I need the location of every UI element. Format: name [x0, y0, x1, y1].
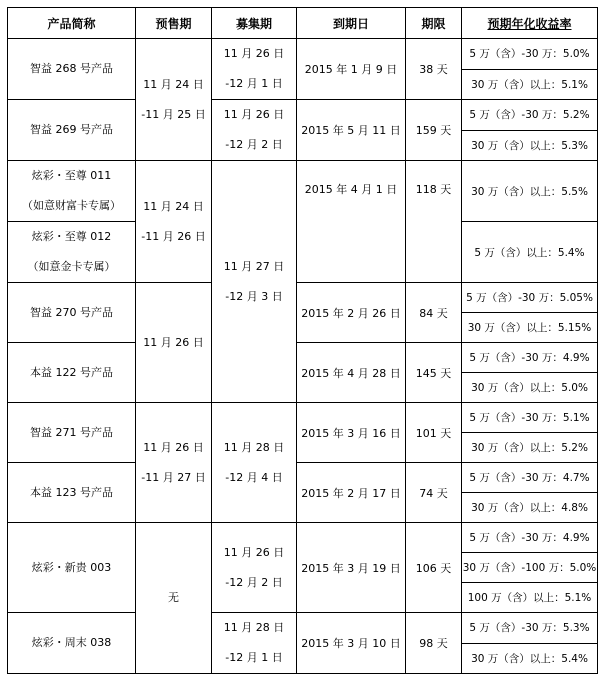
yield-rate: 5 万（含）-30 万：5.3%	[462, 613, 598, 644]
table-row	[8, 283, 598, 313]
header-raise: 募集期	[212, 8, 297, 39]
yield-rate: 30 万（含）以上：5.3%	[462, 130, 598, 161]
product-name: 智益 269 号产品	[8, 100, 136, 161]
raise-period: 11 月 28 日 -12 月 4 日	[212, 403, 297, 523]
maturity-date: 2015 年 2 月 17 日	[297, 463, 406, 523]
presale-period: 11 月 24 日 -11 月 26 日	[136, 161, 212, 283]
table-row	[8, 343, 598, 373]
yield-rate: 5 万（含）-30 万：4.7%	[462, 463, 598, 493]
yield-rate: 5 万（含）-30 万：4.9%	[462, 343, 598, 373]
term: 118 天	[406, 161, 462, 283]
yield-rate: 30 万（含）以上：4.8%	[462, 493, 598, 523]
header-product: 产品简称	[8, 8, 136, 39]
yield-rate: 30 万（含）以上：5.5%	[462, 161, 598, 222]
product-name: 智益 270 号产品	[8, 283, 136, 343]
header-presale: 预售期	[136, 8, 212, 39]
header-row	[8, 8, 598, 39]
yield-rate: 5 万（含）-30 万：5.2%	[462, 100, 598, 131]
term: 98 天	[406, 613, 462, 674]
table-row	[8, 463, 598, 493]
maturity-date: 2015 年 3 月 19 日	[297, 523, 406, 613]
product-name: 炫彩・新贵 003	[8, 523, 136, 613]
yield-rate: 5 万（含）-30 万：5.0%	[462, 39, 598, 70]
product-table	[7, 7, 598, 674]
maturity-date: 2015 年 3 月 10 日	[297, 613, 406, 674]
product-name: 炫彩・至尊 011 （如意财富卡专属）	[8, 161, 136, 222]
term: 101 天	[406, 403, 462, 463]
yield-rate: 5 万（含）-30 万：5.05%	[462, 283, 598, 313]
presale-period: 无	[136, 523, 212, 674]
product-name: 智益 268 号产品	[8, 39, 136, 100]
header-maturity: 到期日	[297, 8, 406, 39]
product-name: 本益 122 号产品	[8, 343, 136, 403]
raise-period: 11 月 28 日 -12 月 1 日	[212, 613, 297, 674]
header-yield: 预期年化收益率	[462, 8, 598, 39]
product-name: 炫彩・至尊 012 （如意金卡专属）	[8, 222, 136, 283]
raise-period: 11 月 26 日 -12 月 2 日	[212, 523, 297, 613]
product-name: 本益 123 号产品	[8, 463, 136, 523]
header-term: 期限	[406, 8, 462, 39]
term: 145 天	[406, 343, 462, 403]
yield-rate: 30 万（含）以上：5.1%	[462, 69, 598, 100]
yield-rate: 100 万（含）以上：5.1%	[462, 583, 598, 613]
raise-period: 11 月 27 日 -12 月 3 日	[212, 161, 297, 403]
presale-period: 11 月 26 日	[136, 283, 212, 403]
yield-rate: 30 万（含）以上：5.15%	[462, 313, 598, 343]
yield-rate: 30 万（含）以上：5.4%	[462, 643, 598, 674]
maturity-date: 2015 年 2 月 26 日	[297, 283, 406, 343]
term: 38 天	[406, 39, 462, 100]
table-row	[8, 613, 598, 644]
yield-rate: 30 万（含）以上：5.0%	[462, 373, 598, 403]
term: 106 天	[406, 523, 462, 613]
maturity-date: 2015 年 4 月 28 日	[297, 343, 406, 403]
raise-period: 11 月 26 日 -12 月 1 日	[212, 39, 297, 100]
presale-period: 11 月 26 日 -11 月 27 日	[136, 403, 212, 523]
term: 74 天	[406, 463, 462, 523]
maturity-date: 2015 年 5 月 11 日	[297, 100, 406, 161]
maturity-date: 2015 年 1 月 9 日	[297, 39, 406, 100]
table-row	[8, 403, 598, 433]
yield-rate: 5 万（含）-30 万：5.1%	[462, 403, 598, 433]
maturity-date: 2015 年 4 月 1 日	[297, 161, 406, 283]
yield-rate: 30 万（含）-100 万：5.0%	[462, 553, 598, 583]
raise-period: 11 月 26 日 -12 月 2 日	[212, 100, 297, 161]
table-row	[8, 100, 598, 131]
table-row	[8, 523, 598, 553]
product-name: 智益 271 号产品	[8, 403, 136, 463]
yield-rate: 5 万（含）以上：5.4%	[462, 222, 598, 283]
maturity-date: 2015 年 3 月 16 日	[297, 403, 406, 463]
yield-rate: 5 万（含）-30 万：4.9%	[462, 523, 598, 553]
presale-period: 11 月 24 日 -11 月 25 日	[136, 39, 212, 161]
term: 159 天	[406, 100, 462, 161]
product-name: 炫彩・周末 038	[8, 613, 136, 674]
term: 84 天	[406, 283, 462, 343]
table-row	[8, 39, 598, 70]
yield-rate: 30 万（含）以上：5.2%	[462, 433, 598, 463]
